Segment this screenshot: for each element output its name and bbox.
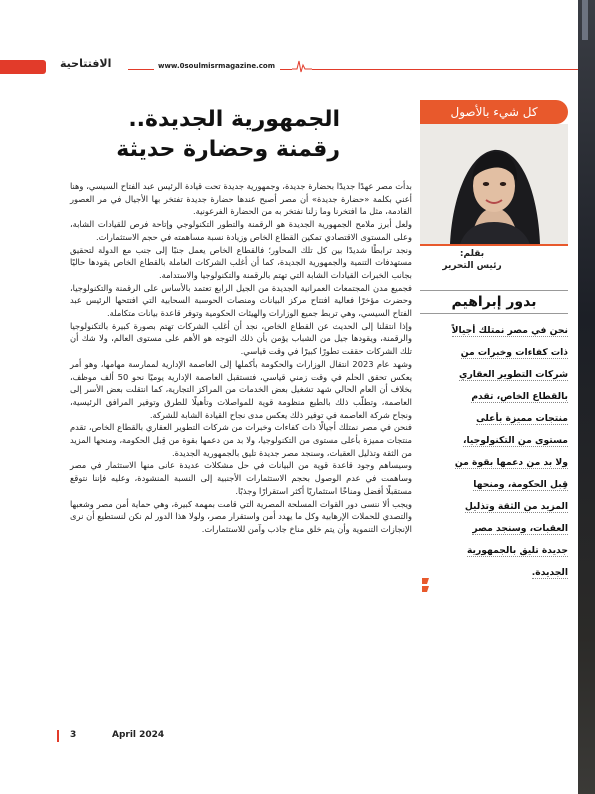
header-rule-right [312, 69, 578, 70]
section-title: الافتتاحية [60, 57, 112, 70]
quote-mark-icon [420, 578, 430, 592]
footer-accent-bar [57, 730, 59, 742]
article-title [100, 105, 340, 165]
header-rule-left [128, 69, 154, 70]
author-name: بدور إبراهيم [420, 290, 568, 314]
article-paragraph: وشهد عام 2023 انتقال الوزارات والحكومة بأكملها إلى العاصمة الإدارية لممارسة مهامها، وهو أمر يعكس تحقق الحلم في وقت زمني قياسي، فتستقبل العاصمة الإدارية يوميًا نحو 50 ألف موظف، بخلاف أن العام الحالي شهد تشغيل بعض الخدمات من المراكز التجارية، كما انتقلت بعض الأسر إلى العاصمة، وتطلّب ذلك بالطبع منظومة قوية للمواصلات وتأهيلًا للطرق وتوفير المرافق الرئيسية، ونجاح شركة العاصمة في توفير ذلك يعكس مدى نجاح القيادة الشابة للشركة. [70, 358, 413, 420]
pullquote-line: ولا بد من دعمها بقوة من [454, 457, 568, 468]
article-paragraph: فجميع مدن المجتمعات العمرانية الجديدة من الجيل الرابع تعتمد بالأساس على الرقمنة والتكنولوجيا، وحضرت مؤخرًا فعالية افتتاح مركز البيانات ومنصات الحوسبة السحابية التي افتتحها الرئيس عبد الفتاح السيسي، وهي تربط جميع الوزارات والهيئات الحكومية وتوفر قاعدة بيانات متكاملة. [70, 282, 412, 319]
pulse-wave-icon [292, 59, 312, 73]
pullquote-line: قِبل الحكومة، ومنحها [473, 479, 568, 490]
page-spine-edge [578, 0, 595, 794]
article-paragraph: فنحن في مصر نمتلك أجيالًا ذات كفاءات وخبرات من شركات التطوير العقاري بالقطاع الخاص، تقدم منتجات مميزة بأعلى مستوى من التكنولوجيا، ولا بد من دعمها بقوة من قِبل الحكومة، ومنحها المزيد من الثقة وتذليل العقبات، وسنجد مصر جديدة تليق بالجمهورية الجديدة. [70, 422, 412, 458]
issue-date: April 2024 [112, 730, 165, 740]
spine-highlight [582, 0, 588, 40]
pullquote-line: بالقطاع الخاص، تقدم [471, 391, 568, 402]
article-paragraph: بدأت مصر عهدًا جديدًا بحضارة جديدة، وجمهورية جديدة تحت قيادة الرئيس عبد الفتاح السيسي، وهنا أعني بكلمة «حضارة جديدة» أن مصر أصبح عندها حضارة جديدة تفتخر بها الأجيال في مر العصور القادمة، مثل ما افتخرنا وما زلنا نفتخر به من الحضارة الفرعونية. [70, 181, 412, 217]
byline [420, 248, 524, 272]
author-portrait-icon [420, 124, 568, 244]
header-red-tab [0, 60, 46, 74]
pullquote-line: جديدة تليق بالجمهورية [466, 545, 568, 556]
author-role: رئيس التحرير [442, 261, 502, 272]
pullquote-line: مستوى من التكنولوجيا، [462, 435, 568, 446]
column-banner: كل شيء بالأصول [420, 100, 568, 124]
page-number: 3 [70, 730, 77, 740]
article-paragraph: وسيساهم وجود قاعدة قوية من البيانات في حل مشكلات عديدة عانى منها الاستثمار في مصر وساهمت في عدم الوصول بحجم الاستثمارات الأجنبية إلى النسبة المنشودة، وعليه فإننا نتوقع مستقبلًا أفضل ومناخًا استثماريًا أكثر استقرارًا وجذبًا. [70, 460, 412, 496]
pullquote-line: ذات كفاءات وخبرات من [460, 347, 568, 358]
article-paragraph: ولعل أبرز ملامح الجمهورية الجديدة هو الرقمنة والتطور التكنولوجي وإتاحة فرص للقيادات الشابة، وعلى المستوى الاقتصادي تمكين القطاع الخاص وزيادة نسبة مساهمته في حجم الاستثمارات. [70, 219, 412, 242]
article-body [70, 180, 412, 536]
byline-prefix: بقلم: [459, 249, 485, 259]
article-paragraph: ويجب ألا ننسى دور القوات المسلحة المصرية التي قامت بمهمة كبيرة، وهي حماية أمن مصر وشعبها والتصدي للحملات الإرهابية وكل ما يهدد أمن واستقرار مصر، ولولا هذا الدور لم نكن لنستطيع أن نرى الإنجازات التنموية وأن يتم خلق مناخ جاذب وآمن للاستثمارات. [70, 498, 412, 534]
header-rule-mid [280, 69, 292, 70]
pullquote-line: شركات التطوير العقاري [459, 369, 568, 380]
pullquote-line: نحن في مصر نمتلك أجيالاً [451, 325, 568, 336]
pullquote-line: منتجات مميزة بأعلى [476, 413, 568, 424]
photo-underline [420, 244, 568, 246]
pullquote-line: الجديدة. [531, 567, 568, 578]
author-photo [420, 124, 568, 244]
article-title-line-1: الجمهورية الجديدة.. [128, 107, 340, 132]
article-title-line-2: رقمنة وحضارة حديثة [116, 137, 340, 162]
pullquote [420, 320, 568, 584]
pullquote-line: العقبات، وسنجد مصر [472, 523, 568, 534]
site-url[interactable]: www.0soulmisrmagazine.com [158, 62, 276, 70]
article-paragraph: ونجد ترابطًا شديدًا بين كل تلك المحاور؛ فالقطاع الخاص يعمل جنبًا إلى جنب مع الدولة لتحقيق مستهدفات التنمية والجمهورية الجديدة، كما أن أغلب الشركات العاملة بالقطاع الخاص يقودها حاليًا بجانب الخبرات القيادات الشابة التي تهتم بالرقمنة والتكنولوجيا والاستدامة. [70, 244, 412, 280]
pullquote-line: المزيد من الثقة وتذليل [464, 501, 568, 512]
article-paragraph: وإذا انتقلنا إلى الحديث عن القطاع الخاص، نجد أن أغلب الشركات تهتم بصورة كبيرة بالتكنولوجيا والرقمنة، ويقودها جيل من الشباب يؤمن بأن ذلك التوجه هو الأهم على مستوى العالم، ولا شك أن تلك الشركات حققت تطورًا كبيرًا في وقت قياسي. [70, 320, 412, 357]
